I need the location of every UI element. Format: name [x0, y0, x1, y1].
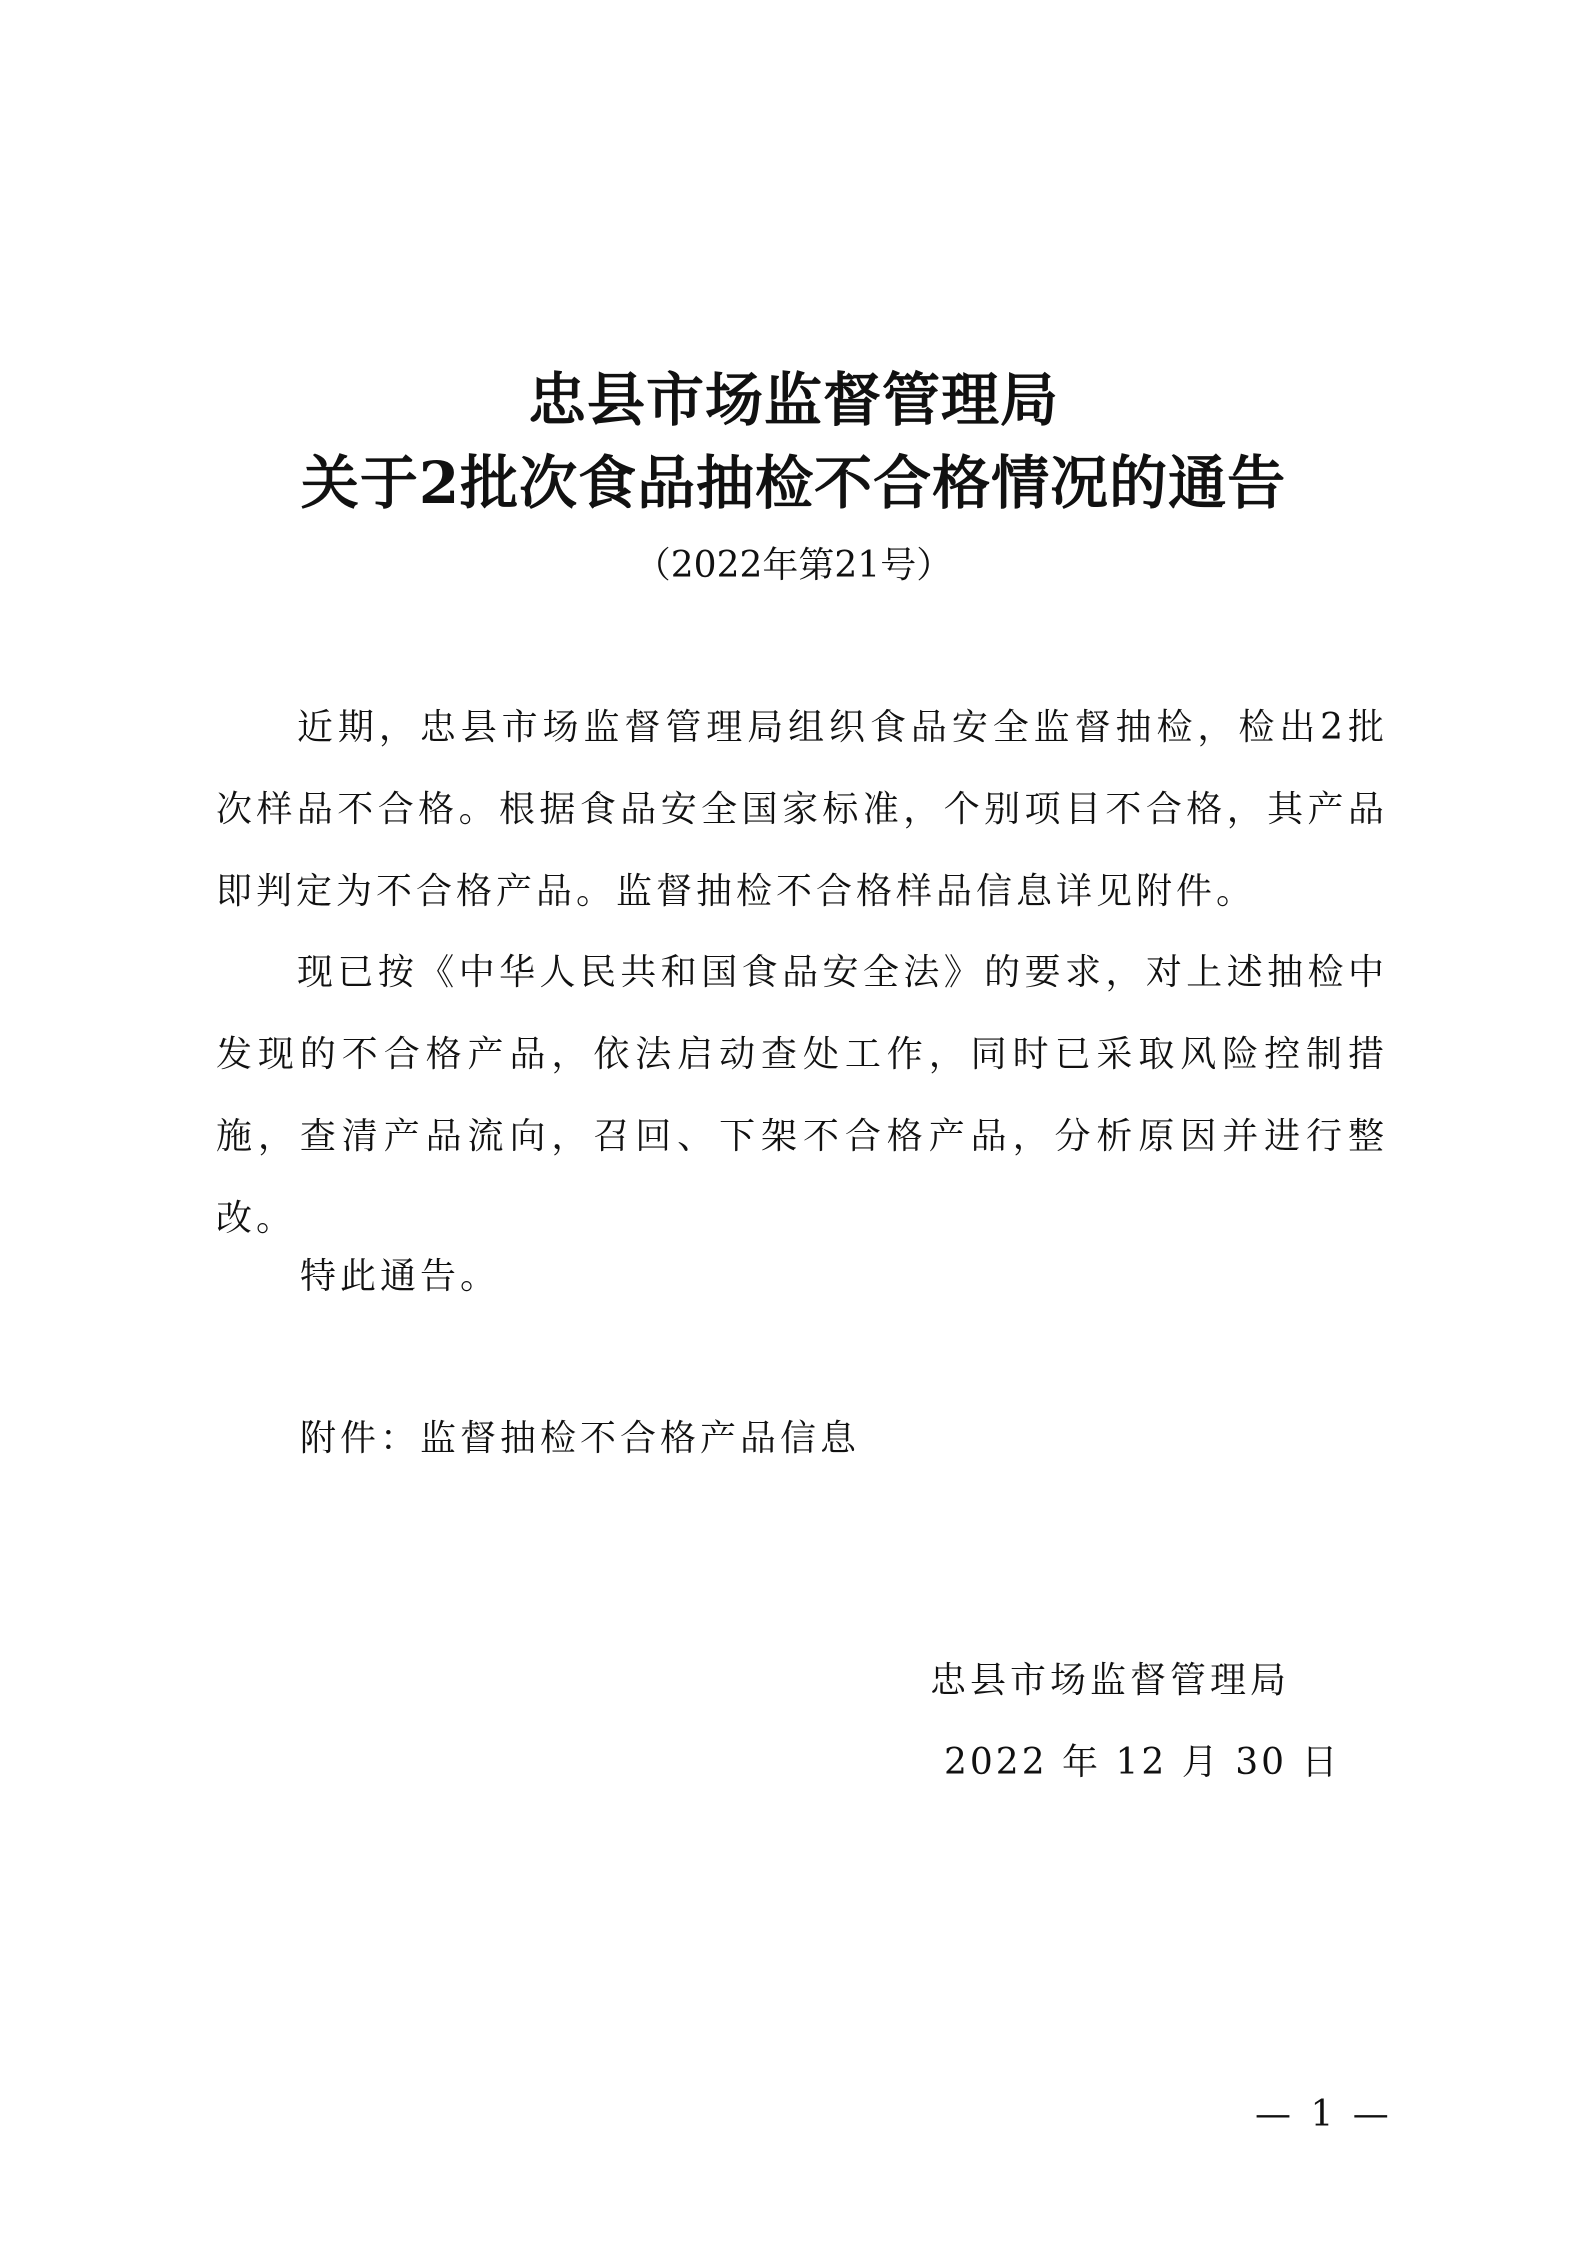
- page-number: — 1 —: [1255, 2094, 1393, 2135]
- paragraph-text: 近期，忠县市场监督管理局组织食品安全监督抽检，检出2批次样品不合格。根据食品安全国家标准，个别项目不合格，其产品即判定为不合格产品。监督抽检不合格样品信息详见附件。: [216, 707, 1388, 912]
- issuer-signature: 忠县市场监督管理局: [930, 1660, 1291, 1701]
- issue-date: 2022 年 12 月 30 日: [944, 1742, 1341, 1783]
- document-number: （2022年第21号）: [634, 545, 953, 586]
- paragraph-text: 现已按《中华人民共和国食品安全法》的要求，对上述抽检中发现的不合格产品，依法启动查处工作，同时已采取风险控制措施，查清产品流向，召回、下架不合格产品，分析原因并进行整改。: [216, 952, 1388, 1239]
- body-paragraph-2: [216, 932, 1388, 1260]
- document-title-line1: 忠县市场监督管理局: [527, 366, 1059, 434]
- attachment-line: 附件：监督抽检不合格产品信息: [300, 1418, 861, 1459]
- document-title-line2: 关于2批次食品抽检不合格情况的通告: [300, 449, 1287, 517]
- body-paragraph-1: [216, 687, 1388, 933]
- closing-line: 特此通告。: [300, 1256, 501, 1297]
